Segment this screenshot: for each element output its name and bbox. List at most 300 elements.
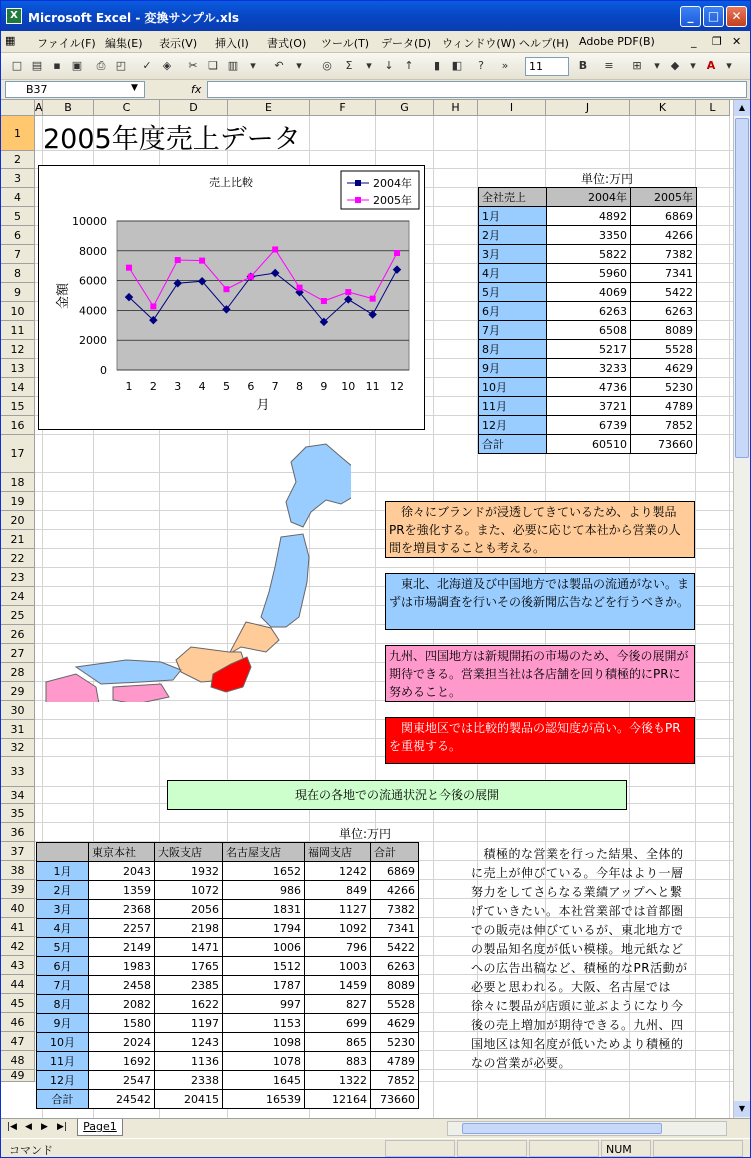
summary-cell[interactable]: 4736 [547,378,631,397]
formula-input[interactable] [207,81,747,98]
summary-cell[interactable]: 6869 [631,207,697,226]
row-header-34[interactable]: 34 [1,787,35,804]
branch-cell[interactable]: 2458 [89,976,155,995]
branch-cell[interactable]: 1098 [223,1033,305,1052]
branch-cell[interactable]: 1794 [223,919,305,938]
branch-cell[interactable]: 1153 [223,1014,305,1033]
col-header-A[interactable]: A [35,101,43,114]
summary-cell[interactable]: 合計 [479,435,547,454]
data-point [199,258,205,264]
menu-edit[interactable]: 編集(E) [105,37,143,50]
sort-ascending-icon[interactable]: ↓ [384,59,394,72]
branch-cell[interactable]: 849 [305,881,371,900]
menu-format[interactable]: 書式(O) [267,37,307,50]
summary-cell[interactable]: 10月 [479,378,547,397]
branch-header-cell[interactable]: 福岡支店 [305,843,371,862]
menu-window[interactable]: ウィンドウ(W) [442,37,516,50]
row-header-42[interactable]: 42 [1,937,35,956]
select-all-corner[interactable] [1,100,35,116]
branch-cell[interactable]: 1765 [155,957,223,976]
next-sheet-icon[interactable]: ▶ [41,1122,48,1132]
toolbar-options-icon[interactable]: » [501,59,509,72]
new-icon[interactable]: □ [11,59,23,72]
branch-cell[interactable]: 2547 [89,1071,155,1090]
branch-cell[interactable]: 1242 [305,862,371,881]
window-title: Microsoft Excel - 変換サンプル.xls [28,11,239,25]
branch-cell[interactable]: 2338 [155,1071,223,1090]
copy-icon[interactable]: ❏ [208,59,218,72]
table-row [37,1052,419,1071]
branch-cell[interactable]: 2056 [155,900,223,919]
row-header-25[interactable]: 25 [1,606,35,625]
summary-cell[interactable]: 8089 [631,321,697,340]
summary-cell[interactable]: 2月 [479,226,547,245]
last-sheet-icon[interactable]: ▶| [57,1122,67,1132]
branch-cell[interactable]: 2368 [89,900,155,919]
chart-wizard-icon[interactable]: ▮ [433,59,441,72]
branch-cell[interactable]: 4266 [371,881,419,900]
branch-cell[interactable]: 1983 [89,957,155,976]
branch-cell[interactable]: 2月 [37,881,89,900]
vertical-scrollbar[interactable] [733,100,750,1118]
row-header-40[interactable]: 40 [1,899,35,918]
data-point [321,298,327,304]
col-header-I[interactable]: I [478,100,546,116]
row-header-33[interactable]: 33 [1,757,35,787]
branch-cell[interactable]: 2198 [155,919,223,938]
cut-icon[interactable]: ✂ [188,59,198,72]
scroll-down-icon[interactable]: ▼ [734,1101,750,1117]
menu-view[interactable]: 表示(V) [159,37,198,50]
summary-cell[interactable]: 3721 [547,397,631,416]
drawing-icon[interactable]: ◧ [451,59,463,72]
summary-cell[interactable]: 5960 [547,264,631,283]
first-sheet-icon[interactable]: |◀ [7,1122,17,1132]
summary-cell[interactable]: 1月 [479,207,547,226]
row-header-35[interactable]: 35 [1,804,35,823]
summary-table[interactable] [478,187,697,454]
row-header-5[interactable]: 5 [1,207,35,226]
summary-cell[interactable]: 6月 [479,302,547,321]
menu-bar [1,31,750,53]
branch-cell[interactable]: 2082 [89,995,155,1014]
row-header-17[interactable]: 17 [1,435,35,473]
summary-cell[interactable]: 8月 [479,340,547,359]
branch-table[interactable] [36,842,419,1109]
branch-cell[interactable]: 1831 [223,900,305,919]
doc-restore-icon[interactable]: ❐ [712,35,722,48]
row-header-46[interactable]: 46 [1,1013,35,1032]
summary-cell[interactable]: 4892 [547,207,631,226]
data-point [297,285,303,291]
scroll-up-icon[interactable]: ▲ [734,100,750,116]
fill-color-icon[interactable]: ◆ [670,59,680,72]
branch-cell[interactable]: 4月 [37,919,89,938]
row-header-12[interactable]: 12 [1,340,35,359]
branch-cell[interactable]: 1092 [305,919,371,938]
sort-descending-icon[interactable]: ↑ [404,59,414,72]
col-header-C[interactable]: C [94,100,160,116]
branch-cell[interactable]: 5528 [371,995,419,1014]
branch-cell[interactable]: 1136 [155,1052,223,1071]
data-point [272,246,278,252]
row-header-27[interactable]: 27 [1,644,35,663]
summary-cell[interactable]: 5528 [631,340,697,359]
autosum-icon[interactable]: Σ [345,59,353,72]
row-header-16[interactable]: 16 [1,416,35,435]
horizontal-scrollbar[interactable] [447,1121,727,1136]
note-kyushu-shikoku[interactable]: 九州、四国地方は新規開拓の市場のため、今後の展開が期待できる。営業担当社は各店舗を回り積極的にPRに努めること。 [385,645,695,702]
summary-cell[interactable]: 3月 [479,245,547,264]
branch-cell[interactable]: 7852 [371,1071,419,1090]
x-axis-label: 月 [256,398,270,413]
table-row [37,862,419,881]
summary-header-cell[interactable]: 全社売上 [479,188,547,207]
doc-icon[interactable]: ▦ [5,34,16,47]
doc-close-icon[interactable]: ✕ [732,35,742,48]
summary-cell[interactable]: 5230 [631,378,697,397]
branch-cell[interactable]: 20415 [155,1090,223,1109]
branch-cell[interactable]: 1322 [305,1071,371,1090]
branch-cell[interactable]: 827 [305,995,371,1014]
col-header-B[interactable]: B [43,100,94,116]
summary-cell[interactable]: 60510 [547,435,631,454]
worksheet-grid[interactable] [1,100,733,1118]
summary-cell[interactable]: 3350 [547,226,631,245]
open-icon[interactable]: ▤ [31,59,43,72]
summary-cell[interactable]: 7341 [631,264,697,283]
branch-cell[interactable]: 1580 [89,1014,155,1033]
fx-icon[interactable]: fx [191,83,202,96]
row-header-8[interactable]: 8 [1,264,35,283]
excel-app-icon[interactable]: X [6,8,22,24]
summary-header-cell[interactable]: 2004年 [547,188,631,207]
summary-cell[interactable]: 4月 [479,264,547,283]
row-header-15[interactable]: 15 [1,397,35,416]
plot-area [117,221,409,370]
redo-icon[interactable]: ▾ [296,59,302,72]
row-header-38[interactable]: 38 [1,861,35,880]
summary-cell[interactable]: 4629 [631,359,697,378]
sales-chart[interactable] [38,165,425,430]
summary-cell[interactable]: 12月 [479,416,547,435]
branch-cell[interactable]: 2043 [89,862,155,881]
row-header-48[interactable]: 48 [1,1051,35,1070]
branch-cell[interactable]: 7382 [371,900,419,919]
help-icon[interactable]: ? [478,59,484,72]
branch-cell[interactable]: 1243 [155,1033,223,1052]
gridline-v [729,116,730,1118]
branch-cell[interactable]: 1072 [155,881,223,900]
row-header-47[interactable]: 47 [1,1032,35,1051]
branch-cell[interactable]: 6869 [371,862,419,881]
summary-cell[interactable]: 11月 [479,397,547,416]
row-header-18[interactable]: 18 [1,473,35,492]
branch-header-cell[interactable]: 合計 [371,843,419,862]
summary-cell[interactable]: 73660 [631,435,697,454]
prev-sheet-icon[interactable]: ◀ [25,1122,32,1132]
font-color-icon[interactable]: A [706,59,716,72]
branch-cell[interactable]: 883 [305,1052,371,1071]
borders-icon[interactable]: ⊞ [632,59,642,72]
save-icon[interactable]: ▪ [53,59,61,72]
note-kanto[interactable]: 関東地区では比較的製品の認知度が高い。今後もPRを重視する。 [385,717,695,764]
horizontal-scroll-thumb[interactable] [462,1123,662,1134]
x-tick-label: 4 [198,380,206,393]
summary-cell[interactable]: 6739 [547,416,631,435]
close-button[interactable]: ✕ [726,6,747,27]
table-row [479,226,697,245]
branch-cell[interactable]: 1459 [305,976,371,995]
col-header-K[interactable]: K [630,100,696,116]
summary-cell[interactable]: 6263 [631,302,697,321]
branch-cell[interactable]: 10月 [37,1033,89,1052]
menu-file[interactable]: ファイル(F) [37,37,96,50]
branch-cell[interactable]: 2024 [89,1033,155,1052]
row-header-31[interactable]: 31 [1,720,35,739]
branch-cell[interactable]: 5422 [371,938,419,957]
data-point [223,286,229,292]
row-header-22[interactable]: 22 [1,549,35,568]
branch-cell[interactable]: 1359 [89,881,155,900]
branch-cell[interactable]: 5月 [37,938,89,957]
row-header-19[interactable]: 19 [1,492,35,511]
row-header-7[interactable]: 7 [1,245,35,264]
col-header-F[interactable]: F [310,100,376,116]
branch-cell[interactable]: 1006 [223,938,305,957]
summary-cell[interactable]: 6508 [547,321,631,340]
row-header-6[interactable]: 6 [1,226,35,245]
doc-minimize-icon[interactable]: _ [691,35,697,48]
spelling-icon[interactable]: ✓ [142,59,152,72]
summary-cell[interactable]: 6263 [547,302,631,321]
table-row [479,359,697,378]
x-tick-label: 7 [271,380,279,393]
branch-cell[interactable]: 1645 [223,1071,305,1090]
format-painter-icon[interactable]: ▾ [250,59,256,72]
branch-cell[interactable]: 11月 [37,1052,89,1071]
col-header-E[interactable]: E [228,100,310,116]
note-tohoku-hokkaido[interactable]: 東北、北海道及び中国地方では製品の流通がない。まずは市場調査を行いその後新聞広告などを行うべきか。 [385,573,695,630]
row-header-21[interactable]: 21 [1,530,35,549]
summary-cell[interactable]: 7382 [631,245,697,264]
row-header-49[interactable]: 49 [1,1070,35,1082]
row-header-24[interactable]: 24 [1,587,35,606]
japan-map [41,442,351,702]
row-header-10[interactable]: 10 [1,302,35,321]
status-pane-2 [457,1140,527,1157]
name-box[interactable]: B37 [5,81,145,98]
vertical-scroll-thumb[interactable] [735,118,749,458]
branch-header-cell[interactable]: 名古屋支店 [223,843,305,862]
y-tick-label: 0 [100,364,107,377]
branch-cell[interactable]: 4789 [371,1052,419,1071]
x-tick-label: 6 [247,380,255,393]
row-header-4[interactable]: 4 [1,188,35,207]
row-header-28[interactable]: 28 [1,663,35,682]
status-pane-3 [529,1140,599,1157]
undo-icon[interactable]: ↶ [274,59,284,72]
borders-dropdown-icon[interactable]: ▾ [654,59,660,72]
branch-cell[interactable]: 73660 [371,1090,419,1109]
branch-cell[interactable]: 1197 [155,1014,223,1033]
col-header-D[interactable]: D [160,100,228,116]
x-tick-label: 5 [222,380,230,393]
status-num: NUM [601,1140,651,1157]
branch-cell[interactable]: 3月 [37,900,89,919]
branch-cell[interactable]: 9月 [37,1014,89,1033]
row-header-32[interactable]: 32 [1,739,35,757]
table-row [479,245,697,264]
branch-cell[interactable]: 4629 [371,1014,419,1033]
branch-cell[interactable]: 1003 [305,957,371,976]
print-icon[interactable]: ⎙ [96,59,106,72]
branch-cell[interactable]: 1471 [155,938,223,957]
table-row [479,340,697,359]
branch-cell[interactable]: 997 [223,995,305,1014]
row-header-11[interactable]: 11 [1,321,35,340]
summary-cell[interactable]: 5217 [547,340,631,359]
branch-cell[interactable]: 2149 [89,938,155,957]
status-pane-5 [653,1140,743,1157]
branch-header-cell[interactable]: 東京本社 [89,843,155,862]
summary-cell[interactable]: 5822 [547,245,631,264]
align-icon[interactable]: ≡ [604,59,614,72]
branch-cell[interactable]: 986 [223,881,305,900]
fill-color-dropdown-icon[interactable]: ▾ [690,59,696,72]
row-header-30[interactable]: 30 [1,701,35,720]
data-point [394,250,400,256]
row-header-9[interactable]: 9 [1,283,35,302]
row-header-43[interactable]: 43 [1,956,35,975]
row-header-13[interactable]: 13 [1,359,35,378]
menu-help[interactable]: ヘルプ(H) [519,37,569,50]
branch-cell[interactable]: 1078 [223,1052,305,1071]
row-header-37[interactable]: 37 [1,842,35,861]
branch-cell[interactable]: 24542 [89,1090,155,1109]
row-header-44[interactable]: 44 [1,975,35,994]
menu-adobe-pdf[interactable]: Adobe PDF(B) [579,35,655,48]
branch-cell[interactable]: 1月 [37,862,89,881]
table-row [479,321,697,340]
row-header-45[interactable]: 45 [1,994,35,1013]
branch-cell[interactable]: 12月 [37,1071,89,1090]
formula-bar [1,80,750,100]
bold-button[interactable]: B [578,59,588,72]
paste-icon[interactable]: ▥ [227,59,239,72]
branch-header-cell[interactable] [37,843,89,862]
branch-cell[interactable]: 1512 [223,957,305,976]
row-header-29[interactable]: 29 [1,682,35,701]
name-box-dropdown-icon[interactable]: ▼ [131,83,138,93]
print-preview-icon[interactable]: ◰ [115,59,127,72]
branch-header-cell[interactable]: 大阪支店 [155,843,223,862]
branch-cell[interactable]: 1932 [155,862,223,881]
analysis-text[interactable]: 積極的な営業を行った結果、全体的に売上が伸びている。今年はより一層努力をしてさらなる業績アップへと繋げていきたい。本社営業部では首都圏での販売は伸びているが、東北地方での製品知名度が低い模様。地元紙などへの広告出稿など、積極的なPR活動が必要と思われる。大阪、名古屋では徐々に製品が店頭に並ぶようになり今後の売上増加が期待できる。九州、四国地区は知名度が低いためより積極的なの営業が必要。 [471,847,688,1070]
row-header-20[interactable]: 20 [1,511,35,530]
branch-cell[interactable]: 2385 [155,976,223,995]
row-header-3[interactable]: 3 [1,169,35,188]
summary-cell[interactable]: 9月 [479,359,547,378]
branch-cell[interactable]: 5230 [371,1033,419,1052]
row-header-41[interactable]: 41 [1,918,35,937]
col-header-G[interactable]: G [376,100,434,116]
row-header-14[interactable]: 14 [1,378,35,397]
row-header-36[interactable]: 36 [1,823,35,842]
standard-toolbar [1,53,750,80]
summary-cell[interactable]: 7月 [479,321,547,340]
status-bar [1,1138,750,1158]
table-row [37,1090,419,1109]
row-header-23[interactable]: 23 [1,568,35,587]
summary-cell[interactable]: 4266 [631,226,697,245]
sheet-title[interactable]: 2005年度売上データ [43,124,301,155]
col-header-L[interactable]: L [696,100,730,116]
font-size-select[interactable]: 11 [525,57,569,76]
branch-cell[interactable]: 8月 [37,995,89,1014]
status-mode: コマンド [9,1144,53,1157]
branch-cell[interactable]: 1692 [89,1052,155,1071]
y-tick-label: 6000 [79,274,107,288]
permission-icon[interactable]: ▣ [71,59,83,72]
research-icon[interactable]: ◈ [162,59,172,72]
section-title[interactable]: 現在の各地での流通状況と今後の展開 [167,780,627,810]
hyperlink-icon[interactable]: ◎ [322,59,332,72]
branch-cell[interactable]: 6263 [371,957,419,976]
font-color-dropdown-icon[interactable]: ▾ [726,59,732,72]
summary-cell[interactable]: 4069 [547,283,631,302]
summary-cell[interactable]: 5422 [631,283,697,302]
row-header-26[interactable]: 26 [1,625,35,644]
col-header-J[interactable]: J [546,100,630,116]
summary-cell[interactable]: 7852 [631,416,697,435]
sheet-tab-page1[interactable]: Page1 [77,1119,123,1136]
summary-cell[interactable]: 5月 [479,283,547,302]
col-header-H[interactable]: H [434,100,478,116]
branch-cell[interactable]: 16539 [223,1090,305,1109]
branch-cell[interactable]: 1787 [223,976,305,995]
menu-data[interactable]: データ(D) [381,37,432,50]
branch-cell[interactable]: 合計 [37,1090,89,1109]
table-row [37,919,419,938]
minimize-button[interactable]: _ [680,6,701,27]
branch-cell[interactable]: 1127 [305,900,371,919]
maximize-button[interactable]: □ [703,6,724,27]
row-header-1[interactable]: 1 [1,116,35,151]
branch-cell[interactable]: 12164 [305,1090,371,1109]
branch-cell[interactable]: 2257 [89,919,155,938]
summary-cell[interactable]: 4789 [631,397,697,416]
menu-tools[interactable]: ツール(T) [321,37,370,50]
branch-cell[interactable]: 865 [305,1033,371,1052]
branch-cell[interactable]: 7月 [37,976,89,995]
branch-cell[interactable]: 1622 [155,995,223,1014]
branch-cell[interactable]: 8089 [371,976,419,995]
summary-header-cell[interactable]: 2005年 [631,188,697,207]
menu-insert[interactable]: 挿入(I) [215,37,249,50]
branch-cell[interactable]: 1652 [223,862,305,881]
branch-cell[interactable]: 699 [305,1014,371,1033]
row-header-39[interactable]: 39 [1,880,35,899]
branch-cell[interactable]: 796 [305,938,371,957]
autosum-dropdown-icon[interactable]: ▾ [366,59,372,72]
summary-cell[interactable]: 3233 [547,359,631,378]
row-header-2[interactable]: 2 [1,151,35,169]
branch-cell[interactable]: 6月 [37,957,89,976]
note-brand-pr[interactable]: 徐々にブランドが浸透してきているため、より製品PRを強化する。また、必要に応じて本社から営業の人間を増員することも考える。 [385,501,695,558]
y-tick-label: 10000 [72,215,107,228]
branch-cell[interactable]: 7341 [371,919,419,938]
